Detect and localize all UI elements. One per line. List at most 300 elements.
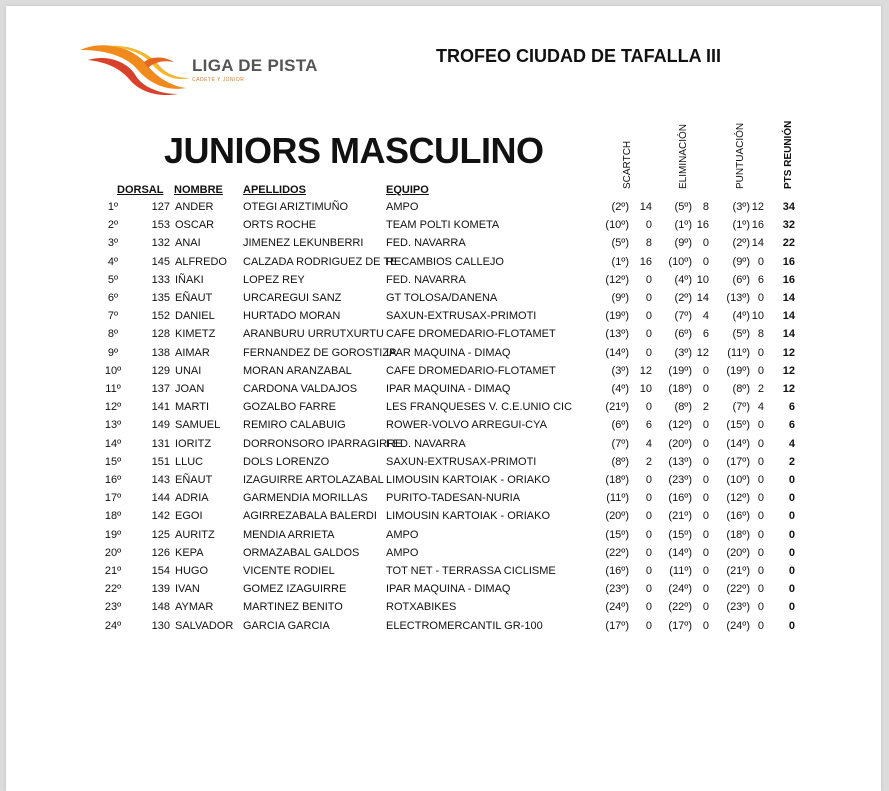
table-row — [6, 508, 881, 526]
cell-sc-pts: 16 — [639, 255, 652, 268]
cell-total: 12 — [782, 346, 795, 359]
apellidos-header: APELLIDOS — [243, 184, 306, 196]
cell-sc-pos: (7º) — [611, 437, 629, 450]
cell-total: 6 — [788, 419, 795, 432]
cell-el-pos: (20º) — [668, 437, 692, 450]
cell-apellidos: REMIRO CALABUIG — [243, 419, 346, 432]
cell-dorsal: 142 — [151, 510, 170, 523]
cell-el-pts: 0 — [702, 474, 709, 486]
cell-pos: 14º — [104, 437, 122, 450]
cell-pu-pts: 8 — [757, 328, 764, 341]
cell-dorsal: 130 — [151, 619, 170, 632]
cell-equipo: TOT NET - TERRASSA CICLISME — [386, 565, 556, 577]
cell-pu-pos: (19º) — [726, 364, 750, 377]
equipo-header: EQUIPO — [386, 184, 429, 196]
cell-sc-pos: (24º) — [605, 601, 629, 614]
cell-total: 16 — [782, 273, 795, 286]
cell-total: 22 — [782, 237, 795, 250]
table-row — [6, 581, 881, 599]
cell-el-pos: (7º) — [674, 310, 692, 323]
cell-pu-pos: (11º) — [727, 346, 750, 359]
cell-equipo: FED. NAVARRA — [386, 237, 466, 250]
cell-dorsal: 129 — [151, 364, 170, 377]
cell-nombre: HUGO — [175, 565, 208, 577]
cell-sc-pts: 0 — [645, 310, 652, 323]
puntuacion-header: PUNTUACIÓN — [735, 122, 746, 189]
cell-pos: 6º — [107, 292, 119, 304]
cell-apellidos: MORAN ARANZABAL — [243, 364, 352, 377]
cell-equipo: AMPO — [386, 546, 419, 559]
cell-total: 14 — [782, 328, 795, 341]
cell-pos: 1º — [107, 201, 119, 213]
cell-el-pts: 0 — [702, 492, 709, 505]
cell-el-pos: (2º) — [674, 292, 692, 304]
cell-el-pos: (6º) — [674, 328, 692, 341]
cell-nombre: AURITZ — [175, 528, 215, 541]
cell-dorsal: 139 — [151, 583, 170, 596]
cell-pu-pts: 0 — [757, 510, 764, 523]
cell-el-pts: 0 — [702, 565, 709, 577]
liga-de-pista-logo — [78, 42, 328, 98]
cell-apellidos: FERNANDEZ DE GOROSTIZA — [243, 346, 397, 359]
cell-pu-pts: 16 — [751, 219, 764, 232]
table-row — [6, 454, 881, 472]
cell-el-pts: 8 — [702, 201, 709, 213]
cell-pu-pos: (12º) — [726, 492, 750, 505]
cell-sc-pos: (11º) — [606, 492, 629, 505]
cell-el-pos: (21º) — [668, 510, 692, 523]
cell-el-pos: (19º) — [668, 364, 692, 377]
table-row — [6, 381, 881, 399]
cell-sc-pts: 10 — [639, 383, 652, 395]
cell-pos: 4º — [107, 255, 119, 268]
cell-pu-pts: 0 — [757, 565, 764, 577]
cell-pu-pts: 0 — [757, 583, 764, 596]
cell-pu-pos: (22º) — [726, 583, 750, 596]
cell-total: 4 — [788, 437, 795, 450]
cell-sc-pts: 6 — [645, 419, 652, 432]
cell-pos: 18º — [104, 510, 122, 523]
cell-sc-pts: 0 — [645, 565, 652, 577]
cell-apellidos: GOZALBO FARRE — [243, 401, 336, 414]
cell-pos: 7º — [107, 310, 119, 323]
cell-dorsal: 137 — [151, 383, 170, 395]
trophy-title: TROFEO CIUDAD DE TAFALLA III — [436, 46, 721, 66]
cell-el-pts: 16 — [696, 219, 709, 232]
cell-equipo: FED. NAVARRA — [386, 273, 466, 286]
cell-dorsal: 138 — [151, 346, 170, 359]
cell-el-pts: 0 — [702, 619, 709, 632]
cell-equipo: IPAR MAQUINA - DIMAQ — [386, 583, 511, 596]
cell-pu-pts: 0 — [757, 619, 764, 632]
cell-nombre: IVAN — [175, 583, 200, 596]
cyclist-swoosh-icon — [78, 42, 193, 98]
table-row — [6, 199, 881, 217]
cell-el-pts: 0 — [702, 583, 709, 596]
cell-nombre: UNAI — [175, 364, 202, 377]
pts-reunion-header: PTS REUNIÓN — [783, 120, 794, 189]
cell-el-pts: 0 — [702, 255, 709, 268]
cell-apellidos: IZAGUIRRE ARTOLAZABAL — [243, 474, 384, 486]
cell-dorsal: 132 — [151, 237, 170, 250]
cell-pos: 24º — [104, 619, 122, 632]
cell-nombre: IORITZ — [175, 437, 212, 450]
table-row — [6, 472, 881, 490]
cell-el-pts: 2 — [702, 401, 709, 414]
cell-total: 0 — [788, 565, 795, 577]
cell-dorsal: 149 — [151, 419, 170, 432]
cell-pu-pos: (5º) — [732, 328, 750, 341]
cell-pu-pos: (20º) — [726, 546, 750, 559]
cell-nombre: SALVADOR — [175, 619, 234, 632]
cell-total: 0 — [788, 474, 795, 486]
cell-pos: 2º — [107, 219, 119, 232]
cell-pu-pos: (17º) — [726, 455, 750, 468]
cell-nombre: OSCAR — [175, 219, 215, 232]
cell-nombre: EÑAUT — [175, 474, 213, 486]
cell-equipo: SAXUN-EXTRUSAX-PRIMOTI — [386, 310, 537, 323]
cell-el-pts: 0 — [702, 437, 709, 450]
cell-dorsal: 133 — [151, 273, 170, 286]
cell-el-pos: (4º) — [674, 273, 692, 286]
cell-total: 0 — [788, 601, 795, 614]
cell-nombre: DANIEL — [175, 310, 215, 323]
cell-pu-pts: 2 — [757, 383, 764, 395]
cell-total: 32 — [782, 219, 795, 232]
cell-el-pos: (3º) — [674, 346, 692, 359]
table-row — [6, 326, 881, 344]
cell-pu-pos: (18º) — [726, 528, 750, 541]
cell-apellidos: AGIRREZABALA BALERDI — [243, 510, 377, 523]
cell-el-pts: 0 — [702, 383, 709, 395]
cell-nombre: LLUC — [175, 455, 204, 468]
cell-apellidos: GOMEZ IZAGUIRRE — [243, 583, 347, 596]
cell-pu-pts: 0 — [757, 528, 764, 541]
table-row — [6, 599, 881, 617]
cell-pu-pos: (2º) — [732, 237, 750, 250]
cell-sc-pts: 4 — [645, 437, 652, 450]
table-row — [6, 436, 881, 454]
cell-nombre: AIMAR — [175, 346, 210, 359]
results-sheet — [6, 6, 881, 791]
cell-el-pts: 12 — [696, 346, 709, 359]
cell-pos: 3º — [107, 237, 119, 250]
cell-pu-pos: (1º) — [732, 219, 750, 232]
cell-dorsal: 131 — [151, 437, 170, 450]
cell-sc-pos: (12º) — [605, 273, 629, 286]
table-row — [6, 272, 881, 290]
cell-nombre: ADRIA — [175, 492, 209, 505]
cell-sc-pts: 14 — [639, 201, 652, 213]
cell-dorsal: 151 — [151, 455, 170, 468]
logo-subtitle: CADETE Y JUNIOR — [192, 77, 245, 83]
cell-nombre: KIMETZ — [175, 328, 216, 341]
cell-equipo: SAXUN-EXTRUSAX-PRIMOTI — [386, 455, 537, 468]
cell-equipo: IPAR MAQUINA - DIMAQ — [386, 383, 511, 395]
cell-sc-pts: 0 — [645, 346, 652, 359]
cell-sc-pts: 2 — [645, 455, 652, 468]
cell-equipo: GT TOLOSA/DANENA — [386, 292, 498, 304]
cell-apellidos: ARANBURU URRUTXURTU — [243, 328, 384, 341]
cell-el-pts: 0 — [702, 528, 709, 541]
cell-pos: 20º — [104, 546, 122, 559]
cell-total: 14 — [782, 310, 795, 323]
table-row — [6, 345, 881, 363]
cell-total: 0 — [788, 528, 795, 541]
cell-dorsal: 148 — [151, 601, 170, 614]
cell-sc-pos: (1º) — [611, 255, 629, 268]
cell-el-pos: (13º) — [668, 455, 692, 468]
cell-apellidos: URCAREGUI SANZ — [243, 292, 342, 304]
cell-apellidos: ORTS ROCHE — [243, 219, 317, 232]
scratch-header: SCARTCH — [622, 140, 633, 189]
cell-sc-pos: (2º) — [611, 201, 629, 213]
cell-pu-pos: (15º) — [726, 419, 750, 432]
cell-sc-pts: 0 — [645, 492, 652, 505]
cell-el-pts: 0 — [702, 510, 709, 523]
cell-pos: 15º — [104, 455, 122, 468]
cell-sc-pos: (18º) — [605, 474, 629, 486]
cell-sc-pts: 0 — [645, 401, 652, 414]
cell-sc-pts: 0 — [645, 219, 652, 232]
table-row — [6, 290, 881, 308]
cell-total: 14 — [782, 292, 795, 304]
cell-sc-pts: 0 — [645, 328, 652, 341]
table-row — [6, 308, 881, 326]
cell-nombre: EÑAUT — [175, 292, 213, 304]
cell-el-pos: (9º) — [674, 237, 692, 250]
cell-equipo: LIMOUSIN KARTOIAK - ORIAKO — [386, 474, 551, 486]
cell-pu-pos: (24º) — [726, 619, 750, 632]
cell-sc-pts: 12 — [639, 364, 652, 377]
cell-equipo: FED. NAVARRA — [386, 437, 466, 450]
table-row — [6, 545, 881, 563]
cell-pos: 21º — [104, 565, 122, 577]
cell-pu-pos: (14º) — [726, 437, 750, 450]
cell-equipo: IPAR MAQUINA - DIMAQ — [386, 346, 511, 359]
cell-total: 0 — [788, 510, 795, 523]
cell-el-pos: (23º) — [668, 474, 692, 486]
cell-dorsal: 126 — [151, 546, 170, 559]
cell-equipo: ROWER-VOLVO ARREGUI-CYA — [386, 419, 547, 432]
cell-total: 12 — [782, 383, 795, 395]
cell-dorsal: 152 — [151, 310, 170, 323]
cell-sc-pos: (23º) — [605, 583, 629, 596]
cell-dorsal: 144 — [151, 492, 170, 505]
cell-nombre: ALFREDO — [175, 255, 227, 268]
cell-pos: 9º — [107, 346, 119, 359]
cell-el-pos: (14º) — [668, 546, 692, 559]
cell-pu-pos: (6º) — [732, 273, 750, 286]
cell-pu-pts: 0 — [757, 455, 764, 468]
table-row — [6, 254, 881, 272]
cell-apellidos: JIMENEZ LEKUNBERRI — [243, 237, 364, 250]
cell-pu-pos: (21º) — [726, 565, 750, 577]
cell-sc-pos: (13º) — [605, 328, 629, 341]
cell-el-pos: (16º) — [668, 492, 692, 505]
cell-pu-pts: 0 — [757, 546, 764, 559]
table-row — [6, 490, 881, 508]
cell-equipo: AMPO — [386, 201, 419, 213]
cell-pu-pts: 0 — [757, 364, 764, 377]
cell-total: 34 — [782, 201, 795, 213]
cell-sc-pos: (21º) — [605, 401, 629, 414]
cell-pu-pos: (4º) — [732, 310, 750, 323]
cell-sc-pos: (4º) — [611, 383, 629, 395]
cell-pu-pts: 0 — [757, 346, 764, 359]
cell-pos: 19º — [104, 528, 122, 541]
cell-apellidos: DORRONSORO IPARRAGIRRE — [243, 437, 403, 450]
cell-sc-pos: (22º) — [605, 546, 629, 559]
category-title: JUNIORS MASCULINO — [164, 130, 544, 171]
cell-nombre: AYMAR — [175, 601, 214, 614]
table-row — [6, 363, 881, 381]
cell-pu-pos: (10º) — [726, 474, 750, 486]
cell-el-pos: (5º) — [674, 201, 692, 213]
cell-el-pos: (15º) — [668, 528, 692, 541]
cell-pu-pos: (7º) — [732, 401, 750, 414]
cell-sc-pos: (3º) — [611, 364, 629, 377]
cell-nombre: ANAI — [175, 237, 201, 250]
cell-pu-pos: (3º) — [732, 201, 750, 213]
cell-dorsal: 135 — [151, 292, 170, 304]
cell-equipo: CAFE DROMEDARIO-FLOTAMET — [386, 364, 556, 377]
cell-equipo: PURITO-TADESAN-NURIA — [386, 492, 521, 505]
cell-apellidos: ORMAZABAL GALDOS — [243, 546, 360, 559]
cell-pu-pts: 10 — [751, 310, 764, 323]
cell-el-pos: (12º) — [668, 419, 692, 432]
cell-pos: 11º — [105, 383, 121, 395]
cell-sc-pos: (6º) — [611, 419, 629, 432]
cell-apellidos: CARDONA VALDAJOS — [243, 383, 358, 395]
cell-apellidos: GARMENDIA MORILLAS — [243, 492, 368, 505]
cell-dorsal: 128 — [151, 328, 170, 341]
cell-sc-pts: 0 — [645, 510, 652, 523]
cell-total: 0 — [788, 546, 795, 559]
cell-pos: 13º — [104, 419, 122, 432]
cell-sc-pos: (19º) — [605, 310, 629, 323]
cell-total: 2 — [788, 455, 795, 468]
cell-equipo: CAFE DROMEDARIO-FLOTAMET — [386, 328, 556, 341]
table-row — [6, 417, 881, 435]
cell-nombre: KEPA — [175, 546, 204, 559]
cell-sc-pos: (5º) — [611, 237, 629, 250]
cell-sc-pts: 0 — [645, 546, 652, 559]
cell-dorsal: 153 — [151, 219, 170, 232]
cell-pos: 12º — [104, 401, 122, 414]
cell-el-pts: 0 — [702, 546, 709, 559]
cell-pos: 10º — [104, 364, 122, 377]
cell-pu-pos: (23º) — [726, 601, 750, 614]
dorsal-header: DORSAL — [117, 184, 164, 196]
cell-nombre: SAMUEL — [175, 419, 221, 432]
cell-equipo: LES FRANQUESES V. C.E.UNIO CIC — [386, 401, 573, 414]
cell-el-pos: (18º) — [668, 383, 692, 395]
cell-sc-pts: 0 — [645, 292, 652, 304]
table-row — [6, 563, 881, 581]
cell-sc-pos: (17º) — [605, 619, 629, 632]
cell-total: 0 — [788, 619, 795, 632]
cell-pu-pts: 0 — [757, 292, 764, 304]
cell-apellidos: OTEGI ARIZTIMUÑO — [243, 201, 349, 213]
cell-pos: 8º — [107, 328, 119, 341]
cell-el-pts: 4 — [702, 310, 709, 323]
cell-total: 0 — [788, 583, 795, 596]
cell-apellidos: CALZADA RODRIGUEZ DE TE — [243, 255, 398, 268]
cell-el-pts: 10 — [696, 273, 709, 286]
cell-pu-pos: (16º) — [726, 510, 750, 523]
cell-total: 16 — [782, 255, 795, 268]
cell-sc-pos: (9º) — [611, 292, 629, 304]
cell-el-pts: 0 — [702, 601, 709, 614]
cell-pos: 16º — [104, 474, 122, 486]
cell-total: 6 — [788, 401, 795, 414]
cell-apellidos: GARCIA GARCIA — [243, 619, 330, 632]
cell-el-pts: 6 — [702, 328, 709, 341]
cell-equipo: RECAMBIOS CALLEJO — [386, 255, 504, 268]
cell-sc-pts: 0 — [645, 583, 652, 596]
cell-sc-pos: (10º) — [605, 219, 629, 232]
cell-sc-pts: 0 — [645, 528, 652, 541]
cell-pu-pts: 0 — [757, 601, 764, 614]
cell-sc-pts: 0 — [645, 619, 652, 632]
cell-equipo: LIMOUSIN KARTOIAK - ORIAKO — [386, 510, 551, 523]
cell-nombre: JOAN — [175, 383, 205, 395]
cell-el-pts: 0 — [702, 364, 709, 377]
cell-apellidos: HURTADO MORAN — [243, 310, 341, 323]
cell-pos: 22º — [104, 583, 122, 596]
cell-el-pts: 0 — [702, 419, 709, 432]
cell-pu-pts: 0 — [757, 437, 764, 450]
cell-el-pts: 14 — [696, 292, 709, 304]
table-row — [6, 527, 881, 545]
cell-total: 12 — [782, 364, 795, 377]
cell-pos: 23º — [104, 601, 122, 614]
cell-pu-pts: 14 — [751, 237, 764, 250]
cell-pos: 17º — [104, 492, 122, 505]
table-row — [6, 618, 881, 636]
cell-apellidos: VICENTE RODIEL — [243, 565, 335, 577]
cell-el-pos: (1º) — [674, 219, 692, 232]
cell-dorsal: 154 — [151, 565, 170, 577]
cell-sc-pts: 0 — [645, 474, 652, 486]
table-row — [6, 399, 881, 417]
cell-el-pos: (24º) — [668, 583, 692, 596]
cell-sc-pos: (15º) — [605, 528, 629, 541]
cell-dorsal: 145 — [151, 255, 170, 268]
cell-total: 0 — [788, 492, 795, 505]
cell-nombre: MARTI — [175, 401, 210, 414]
cell-nombre: EGOI — [175, 510, 203, 523]
eliminacion-header: ELIMINACIÓN — [678, 123, 689, 189]
cell-equipo: AMPO — [386, 528, 419, 541]
cell-apellidos: LOPEZ REY — [243, 273, 305, 286]
cell-el-pts: 0 — [702, 237, 709, 250]
cell-sc-pos: (8º) — [611, 455, 629, 468]
cell-sc-pts: 0 — [645, 601, 652, 614]
cell-apellidos: MARTINEZ BENITO — [243, 601, 343, 614]
cell-dorsal: 143 — [151, 474, 170, 486]
cell-nombre: IÑAKI — [175, 273, 204, 286]
cell-el-pos: (22º) — [668, 601, 692, 614]
cell-sc-pos: (16º) — [605, 565, 629, 577]
cell-pu-pts: 0 — [757, 492, 764, 505]
cell-pu-pos: (13º) — [726, 292, 750, 304]
cell-pos: 5º — [107, 273, 119, 286]
cell-pu-pos: (9º) — [732, 255, 750, 268]
logo-title: LIGA DE PISTA — [192, 56, 318, 75]
cell-sc-pts: 8 — [645, 237, 652, 250]
